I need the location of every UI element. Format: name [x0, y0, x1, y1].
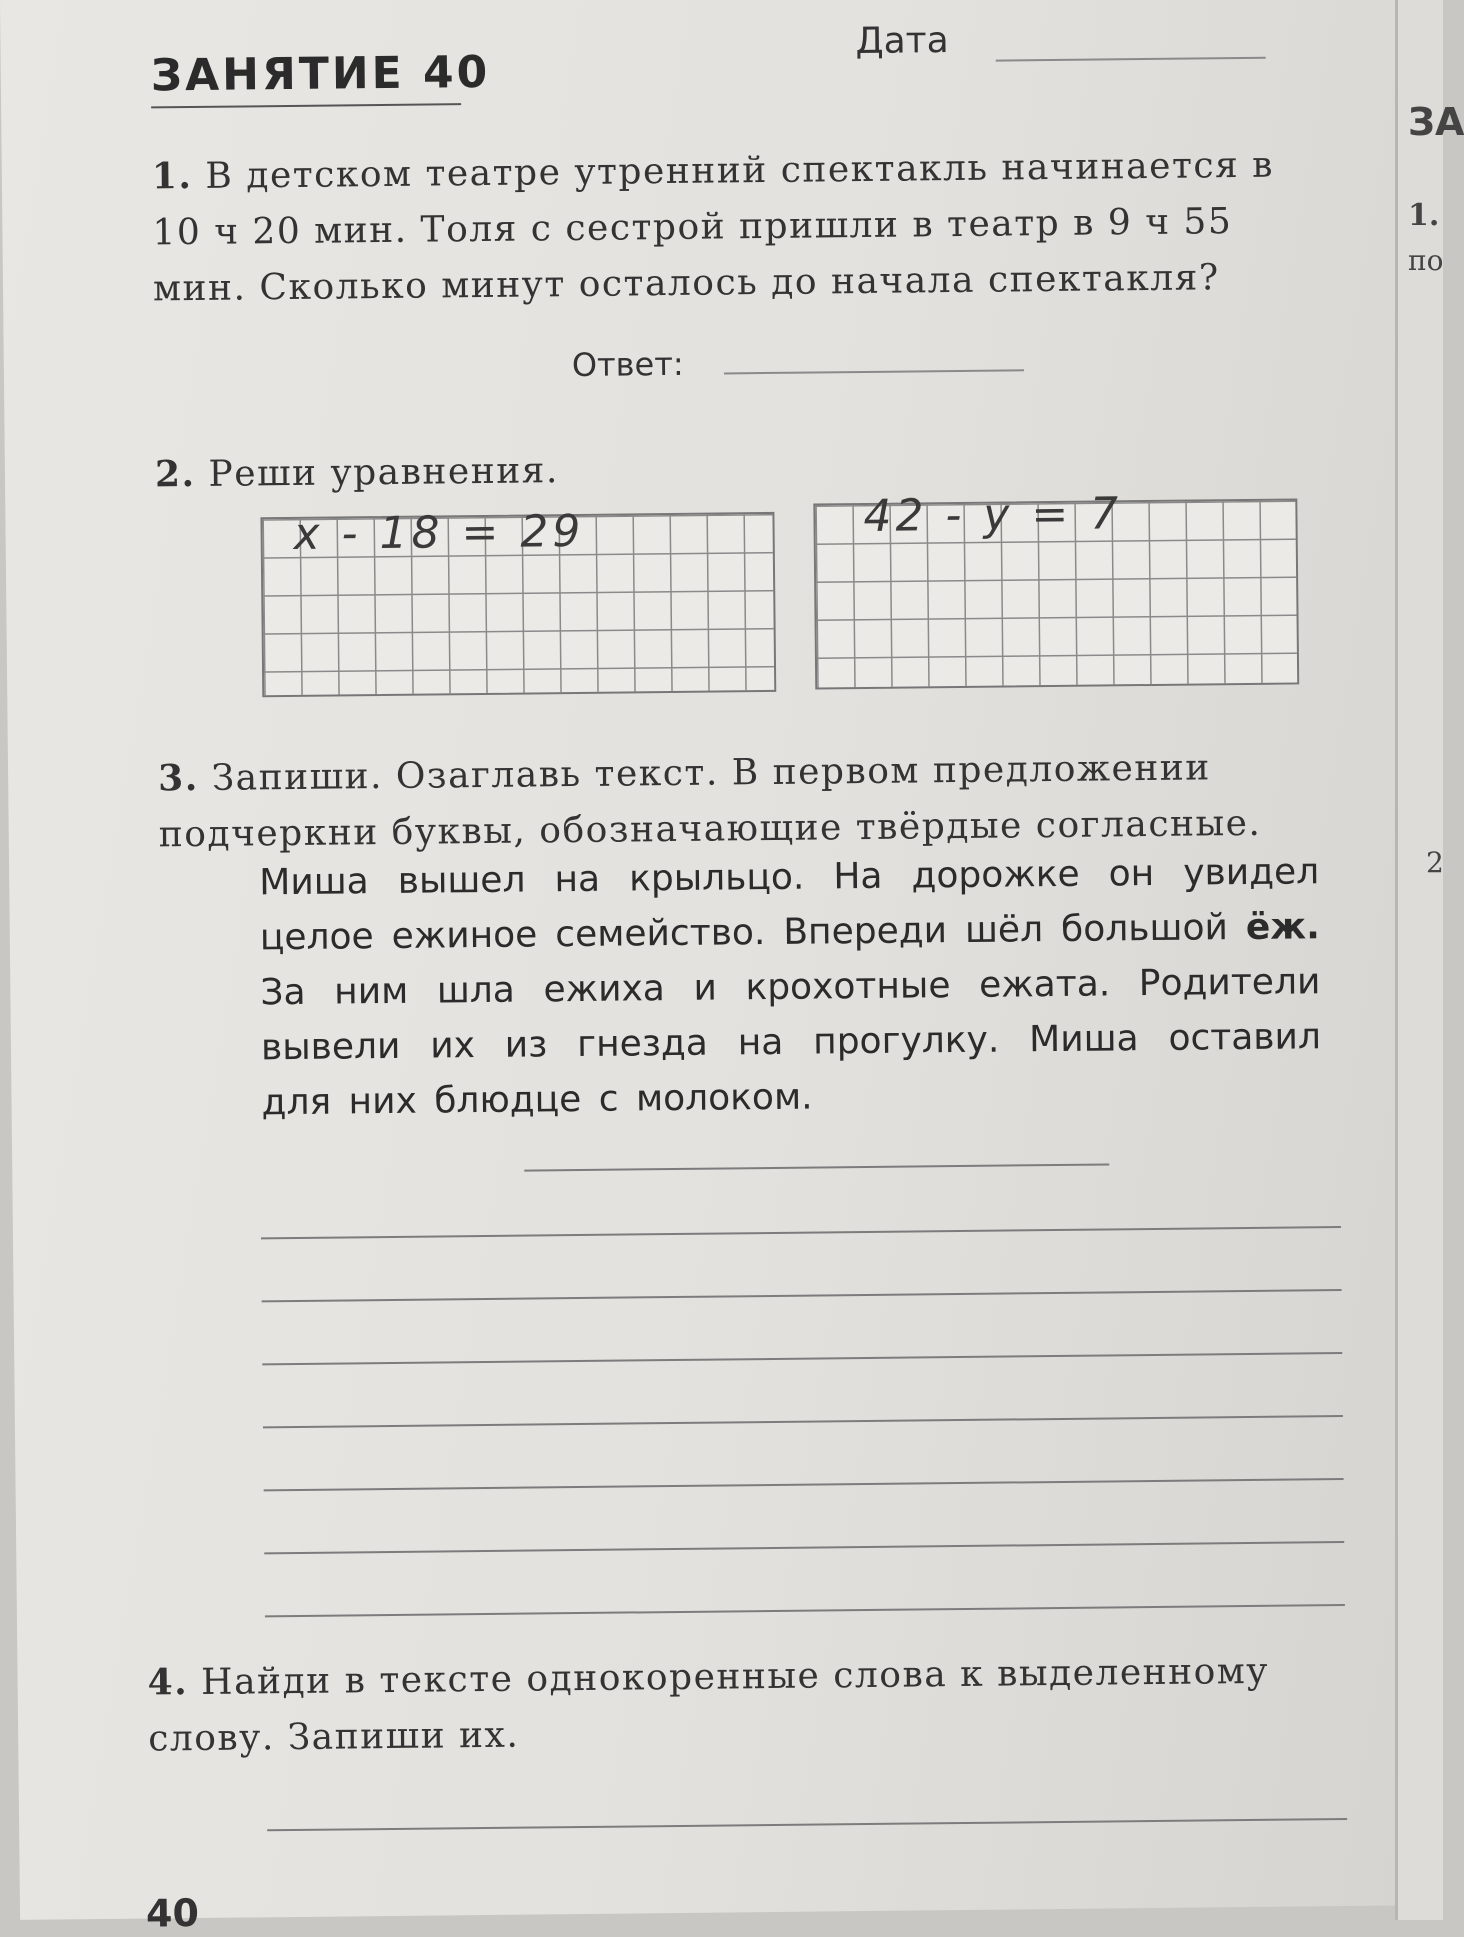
- adjacent-number-fragment: 2: [1426, 846, 1444, 879]
- answer-label: Ответ:: [571, 344, 684, 385]
- task-1-number: 1.: [151, 154, 193, 198]
- adjacent-text-fragment: по: [1408, 244, 1444, 277]
- task-3-number: 3.: [157, 756, 199, 800]
- reading-passage: [259, 844, 1322, 1130]
- date-label: Дата: [855, 20, 949, 63]
- task-1: [152, 137, 1284, 318]
- equation-1-handwritten: x - 18 = 29: [293, 505, 585, 560]
- task-3-text: Запиши. Озаглавь текст. В первом предложении подчеркни буквы, обозначающие твёрдые согласные.: [158, 747, 1262, 856]
- date-input-line[interactable]: [996, 57, 1266, 62]
- writing-line-6[interactable]: [264, 1541, 1344, 1554]
- adjacent-heading-fragment: ЗА: [1408, 100, 1464, 144]
- equation-2-handwritten: 42 - y = 7: [863, 488, 1123, 542]
- title-input-line[interactable]: [524, 1163, 1109, 1171]
- lesson-title: ЗАНЯТИЕ 40: [150, 46, 491, 102]
- task-1-text: В детском театре утренний спектакль начинается в 10 ч 20 мин. Толя с сестрой пришли в театр в 9 ч 55 мин. Сколько минут осталось до начала спектакля?: [152, 144, 1275, 310]
- task-2-number: 2.: [154, 452, 196, 496]
- adjacent-task-number: 1.: [1408, 198, 1440, 233]
- task-2-text: Реши уравнения.: [208, 450, 560, 495]
- task-2: [155, 438, 956, 503]
- task-4-number: 4.: [147, 1661, 189, 1704]
- task-4: [147, 1642, 1328, 1767]
- writing-line-7[interactable]: [265, 1604, 1345, 1617]
- writing-line-8[interactable]: [267, 1818, 1347, 1831]
- writing-line-5[interactable]: [264, 1478, 1344, 1491]
- adjacent-page-edge: [1395, 0, 1464, 1920]
- passage-after: За ним шла ежиха и крохотные ежата. Родители вывели их из гнезда на прогулку. Миша оставил для них блюдце с молоком.: [260, 961, 1322, 1124]
- answer-input-line[interactable]: [724, 369, 1024, 374]
- task-3: [158, 738, 1309, 863]
- writing-line-1[interactable]: [261, 1226, 1341, 1239]
- page-number: 40: [145, 1891, 200, 1936]
- lesson-title-underline: [151, 103, 461, 108]
- writing-line-2[interactable]: [262, 1289, 1342, 1302]
- highlighted-word: ёж.: [1245, 906, 1320, 949]
- task-4-text: Найди в тексте однокоренные слова к выделенному слову. Запиши их.: [148, 1650, 1270, 1760]
- passage-before: Миша вышел на крыльцо. На дорожке он увидел целое ежиное семейство. Впереди шёл большой: [259, 851, 1320, 959]
- writing-line-4[interactable]: [263, 1415, 1343, 1428]
- writing-line-3[interactable]: [262, 1352, 1342, 1365]
